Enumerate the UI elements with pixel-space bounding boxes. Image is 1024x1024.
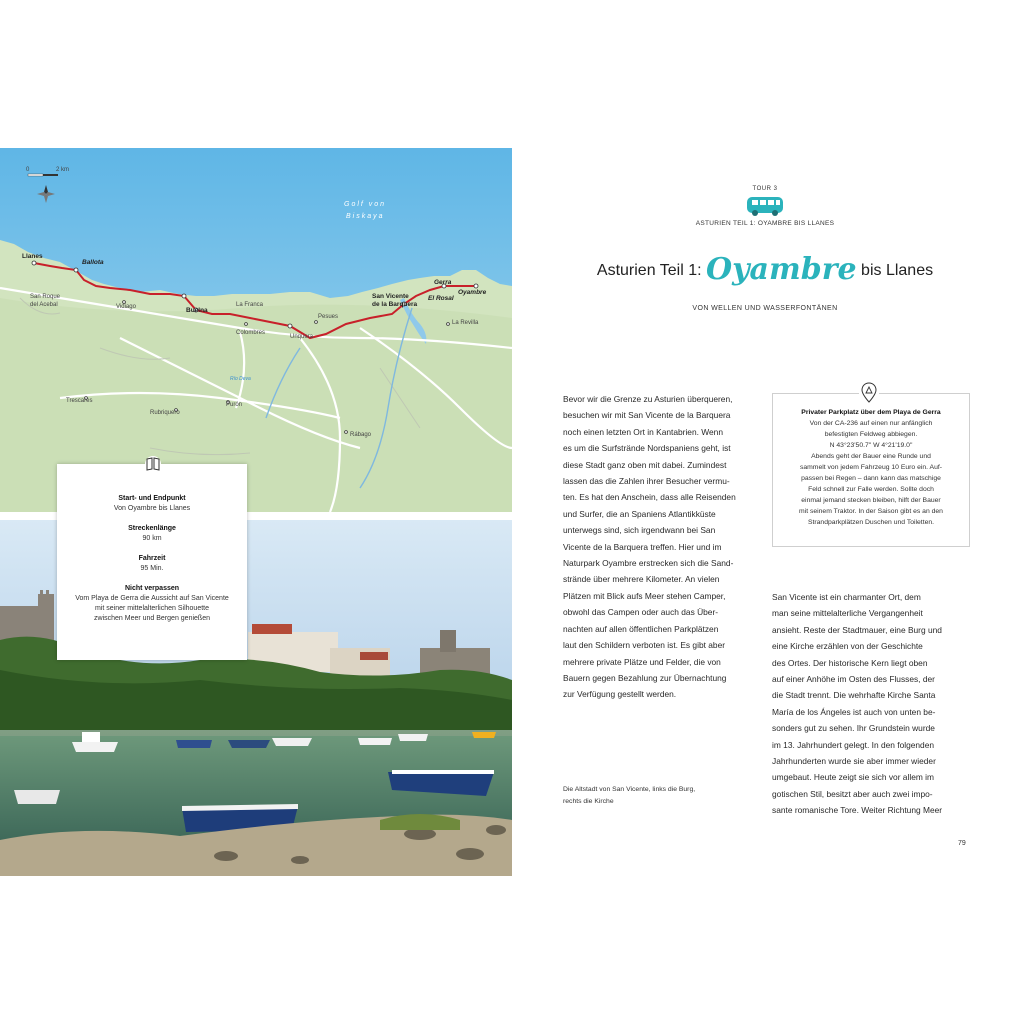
body-text-line: eine Kirche erzählen von der Geschichte <box>772 641 923 652</box>
place-la-franca: La Franca <box>236 302 264 308</box>
body-text-line: mehrere private Plätze und Felder, die von <box>563 656 721 667</box>
place-colombres: Colombres <box>236 330 266 336</box>
dont-miss-line: mit seiner mittelalterlichen Silhouette <box>95 605 209 612</box>
place-unquera: Unquera <box>290 334 314 340</box>
route-map-svg <box>0 148 512 512</box>
body-text-line: Naturpark Oyambre erstrecken sich die Sand- <box>563 558 734 569</box>
place-rabago: Rábago <box>350 432 372 438</box>
place-trescares: Trescares <box>66 398 93 404</box>
scale-start-label: 0 <box>26 167 30 173</box>
dont-miss-line: zwischen Meer und Bergen genießen <box>94 615 210 622</box>
place-gerra: Gerra <box>434 279 452 286</box>
body-text-line: lassen das die Zahlen ihrer Besucher vermu- <box>563 476 730 487</box>
camper-van-icon <box>746 195 784 222</box>
parking-text-line: passen bei Regen – dann kann das matschige <box>801 475 941 482</box>
body-column-2 <box>772 589 968 819</box>
body-column-1 <box>563 391 759 703</box>
tour-info-box <box>57 464 247 660</box>
route-map <box>0 148 512 512</box>
body-text-line: ansieht. Reste der Stadtmauer, eine Burg und <box>772 624 942 635</box>
parking-text-line: mit seinem Traktor. In der Saison gibt es an den <box>799 508 943 515</box>
body-text-line: Plätzen mit Blick aufs Meer stehen Camper, <box>563 590 726 601</box>
title-suffix: bis Llanes <box>856 262 934 279</box>
body-text-line: zur Verfügung gestellt werden. <box>563 689 677 700</box>
body-text-line: Jahrhunderten wurde sie aber immer wieder <box>772 756 936 767</box>
body-text-line: Bauern gegen Bezahlung zur Übernachtung <box>563 672 727 683</box>
river-label: Río Deva <box>230 376 251 382</box>
place-vidiago: Vidiago <box>116 304 136 310</box>
body-text-line: diese Stadt ganz oben mit dabei. Zumindest <box>563 459 727 470</box>
place-buelna: Buelna <box>186 307 208 314</box>
time-value: 95 Min. <box>140 565 164 572</box>
parking-text-line: Feld schnell zur Falle werden. Sollte doch <box>808 486 934 493</box>
parking-text-line: Strandparkplätzen Duschen und Toiletten. <box>807 519 935 526</box>
page-number: 79 <box>958 840 966 847</box>
start-heading: Start- und Endpunkt <box>118 495 186 502</box>
sea-label-line2: Biskaya <box>346 213 385 220</box>
body-text-line: unterwegs sind, sich irgendwann bei San <box>563 525 716 536</box>
scale-end-label: 2 km <box>56 167 70 173</box>
body-text-line: besuchen wir mit San Vicente de la Barquera <box>563 410 731 421</box>
parking-text-line: befestigten Feldweg abbiegen. <box>824 431 918 438</box>
tour-info-content <box>63 494 241 624</box>
tour-subtitle: ASTURIEN TEIL 1: OYAMBRE BIS LLANES <box>695 220 835 227</box>
body-text-line: gotischen Stil, besitzt aber auch zwei impo- <box>772 788 933 799</box>
body-text-line: umgebaut. Heute zeigt sie sich vor allem im <box>772 772 934 783</box>
parking-text-line: Abends geht der Bauer eine Runde und <box>811 453 931 460</box>
body-text-line: nachten auf allen öffentlichen Parkplätzen <box>563 623 719 634</box>
dont-miss-line: Vom Playa de Gerra die Aussicht auf San Vicente <box>75 595 229 602</box>
body-text-line: man seine mittelalterliche Vergangenheit <box>772 608 923 619</box>
parking-tip-box <box>772 393 970 547</box>
parking-lines <box>777 418 965 528</box>
distance-heading: Streckenlänge <box>128 525 176 532</box>
body-text-line: und Surfer, die an Spaniens Atlantikküste <box>563 508 716 519</box>
body-text-line: ten. Es hat den Anschein, dass alle Reisenden <box>563 492 736 503</box>
tour-label: TOUR 3 <box>752 186 778 192</box>
body-text-line: laut den Schildern verboten ist. Es gibt aber <box>563 640 726 651</box>
body-text-line: María de los Ángeles ist auch von unten be- <box>772 706 936 717</box>
body-text-line: Bevor wir die Grenze zu Asturien überqueren, <box>563 394 733 404</box>
distance-value: 90 km <box>142 535 162 542</box>
body-text-line: auf einer Anhöhe im Osten des Flusses, der <box>772 674 935 685</box>
title-accent: Oyambre <box>705 252 857 287</box>
photo-caption <box>563 784 763 808</box>
place-san-roque-line2: del Acebal <box>30 302 58 308</box>
parking-text-line: einmal jemand stecken bleiben, hilft der Bauer <box>801 497 941 504</box>
body-text-line: im 13. Jahrhundert gelegt. In den folgenden <box>772 739 935 750</box>
place-ballota: Ballota <box>82 259 104 266</box>
parking-tip-content <box>777 407 965 528</box>
caption-line: rechts die Kirche <box>563 798 614 805</box>
place-el-rosal: El Rosal <box>428 295 454 302</box>
body-text-line: Vicente de la Barquera treffen. Hier und im <box>563 541 722 552</box>
parking-text-line: sammelt von jedem Fahrzeug 10 Euro ein. Auf- <box>799 464 943 471</box>
dont-miss-heading: Nicht verpassen <box>124 585 180 592</box>
parking-heading: Privater Parkplatz über dem Playa de Gerra <box>801 409 941 416</box>
place-la-revilla: La Revilla <box>452 320 479 326</box>
place-san-roque-line1: San Roque <box>30 294 61 300</box>
body-text-line: sante romanische Tore. Weiter Richtung Meer <box>772 805 943 816</box>
place-pesues: Pesues <box>318 314 339 320</box>
start-value: Von Oyambre bis Llanes <box>113 505 191 512</box>
title-prefix: Asturien Teil 1: <box>596 262 706 279</box>
body-text-line: die Stadt trennt. Die wehrhafte Kirche Santa <box>772 690 936 701</box>
sea-label-line1: Golf von <box>344 201 387 208</box>
place-puron: Purón <box>226 402 243 408</box>
place-san-vicente-line1: San Vicente <box>372 293 409 300</box>
body-text-line: San Vicente ist ein charmanter Ort, dem <box>772 592 921 602</box>
body-text-line: noch einen letzten Ort in Kantabrien. Wenn <box>563 426 723 437</box>
caption-line: Die Altstadt von San Vicente, links die Burg, <box>563 786 696 793</box>
place-oyambre: Oyambre <box>458 289 487 296</box>
body-text-line: sonders gut zu sehen. Ihr Grundstein wurde <box>772 723 935 734</box>
page-title <box>560 252 970 287</box>
parking-text-line: N 43°23'50.7" W 4°21'19.0" <box>829 442 913 449</box>
body-text-line: des Ortes. Der historische Kern liegt oben <box>772 657 928 668</box>
body-text-line: es um die Surfstrände Nordspaniens geht, ist <box>563 443 731 454</box>
map-book-icon <box>145 456 161 472</box>
place-rubriquero: Rubriquero <box>150 410 180 416</box>
body-text-line: strände über mehrere Kilometer. An vielen <box>563 574 720 585</box>
time-heading: Fahrzeit <box>138 555 166 562</box>
parking-text-line: Von der CA-236 auf einen nur anfänglich <box>809 420 933 427</box>
place-san-vicente-line2: de la Barquera <box>372 301 418 308</box>
place-llanes: Llanes <box>22 253 43 260</box>
body-text-line: obwohl das Campen oder auch das Über- <box>563 607 719 618</box>
page-subtitle: VON WELLEN UND WASSERFONTÄNEN <box>692 305 838 312</box>
location-pin-icon <box>859 382 879 408</box>
